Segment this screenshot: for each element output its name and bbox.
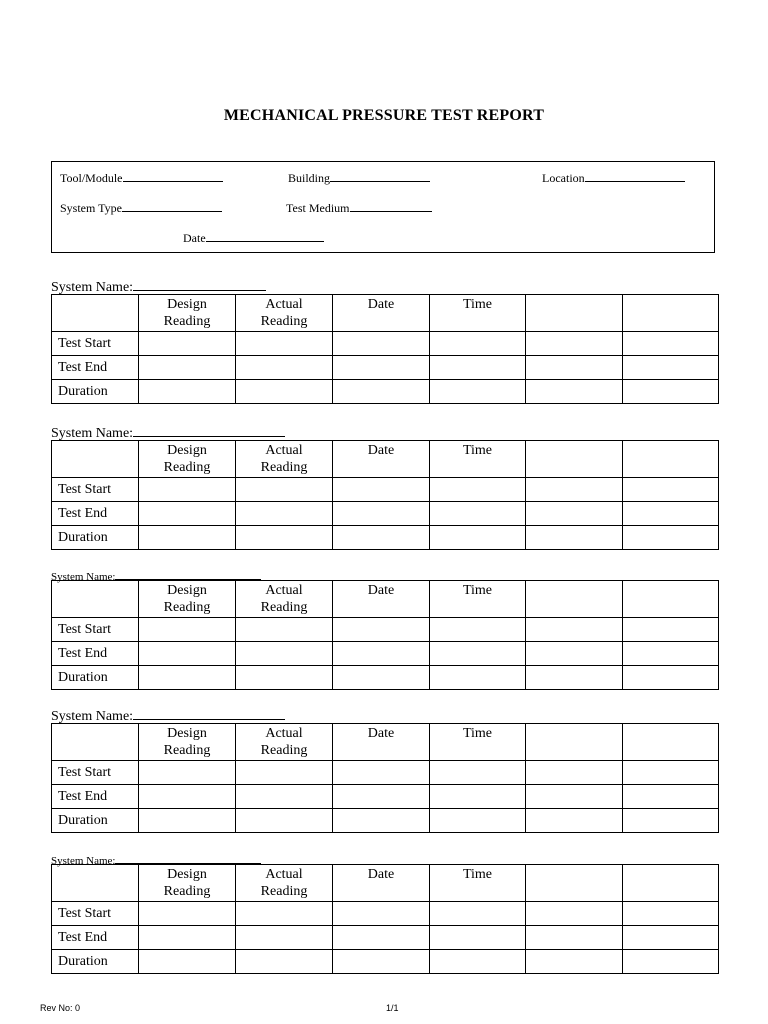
- input-cell[interactable]: [430, 618, 526, 642]
- input-cell[interactable]: [333, 926, 430, 950]
- input-cell[interactable]: [430, 809, 526, 833]
- header-design-reading: Design Reading: [139, 865, 236, 902]
- input-cell[interactable]: [623, 809, 719, 833]
- input-cell[interactable]: [623, 666, 719, 690]
- input-cell[interactable]: [623, 478, 719, 502]
- header-date: Date: [333, 441, 430, 478]
- input-cell[interactable]: [139, 356, 236, 380]
- input-cell[interactable]: [333, 666, 430, 690]
- input-cell[interactable]: [139, 761, 236, 785]
- input-cell[interactable]: [333, 785, 430, 809]
- input-cell[interactable]: [526, 502, 623, 526]
- row-label-test-start: Test Start: [52, 332, 139, 356]
- input-cell[interactable]: [139, 502, 236, 526]
- input-cell[interactable]: [526, 809, 623, 833]
- header-cell-blank: [52, 724, 139, 761]
- test-medium-blank[interactable]: [350, 199, 432, 212]
- system-name-label: System Name:: [51, 571, 116, 583]
- input-cell[interactable]: [430, 380, 526, 404]
- system-name-blank[interactable]: [133, 278, 266, 291]
- input-cell[interactable]: [526, 926, 623, 950]
- input-cell[interactable]: [236, 332, 333, 356]
- test-medium-label: Test Medium: [286, 201, 350, 215]
- header-time: Time: [430, 295, 526, 332]
- input-cell[interactable]: [139, 642, 236, 666]
- input-cell[interactable]: [430, 950, 526, 974]
- input-cell[interactable]: [139, 809, 236, 833]
- header-cell-blank: [52, 581, 139, 618]
- row-label-test-start: Test Start: [52, 761, 139, 785]
- input-cell[interactable]: [430, 332, 526, 356]
- header-design-reading: Design Reading: [139, 441, 236, 478]
- input-cell[interactable]: [430, 761, 526, 785]
- input-cell[interactable]: [236, 618, 333, 642]
- input-cell[interactable]: [623, 950, 719, 974]
- date-blank[interactable]: [206, 229, 324, 242]
- input-cell[interactable]: [430, 666, 526, 690]
- pressure-test-table: [51, 723, 719, 833]
- input-cell[interactable]: [333, 478, 430, 502]
- header-time: Time: [430, 581, 526, 618]
- input-cell[interactable]: [139, 526, 236, 550]
- header-actual-reading: Actual Reading: [236, 295, 333, 332]
- pressure-test-table: [51, 580, 719, 690]
- input-cell[interactable]: [623, 380, 719, 404]
- row-label-test-end: Test End: [52, 785, 139, 809]
- row-label-duration: Duration: [52, 666, 139, 690]
- input-cell[interactable]: [623, 356, 719, 380]
- revision-number: Rev No: 0: [40, 1003, 81, 1013]
- system-type-label: System Type: [60, 201, 122, 215]
- header-extra-1: [526, 865, 623, 902]
- row-label-test-start: Test Start: [52, 478, 139, 502]
- input-cell[interactable]: [526, 380, 623, 404]
- input-cell[interactable]: [623, 502, 719, 526]
- header-actual-reading: Actual Reading: [236, 581, 333, 618]
- input-cell[interactable]: [139, 926, 236, 950]
- input-cell[interactable]: [623, 526, 719, 550]
- input-cell[interactable]: [236, 926, 333, 950]
- input-cell[interactable]: [623, 332, 719, 356]
- header-time: Time: [430, 724, 526, 761]
- tool-module-blank[interactable]: [123, 169, 223, 182]
- input-cell[interactable]: [236, 478, 333, 502]
- row-label-test-end: Test End: [52, 502, 139, 526]
- location-field[interactable]: [542, 169, 685, 186]
- input-cell[interactable]: [236, 526, 333, 550]
- input-cell[interactable]: [526, 526, 623, 550]
- header-extra-1: [526, 581, 623, 618]
- input-cell[interactable]: [623, 926, 719, 950]
- header-extra-1: [526, 724, 623, 761]
- row-label-duration: Duration: [52, 809, 139, 833]
- input-cell[interactable]: [236, 902, 333, 926]
- input-cell[interactable]: [623, 761, 719, 785]
- system-name-label: System Name:: [51, 709, 134, 724]
- date-label: Date: [183, 231, 206, 245]
- input-cell[interactable]: [139, 950, 236, 974]
- building-blank[interactable]: [330, 169, 430, 182]
- building-field[interactable]: [288, 169, 430, 186]
- header-actual-reading: Actual Reading: [236, 724, 333, 761]
- header-design-reading: Design Reading: [139, 295, 236, 332]
- input-cell[interactable]: [333, 502, 430, 526]
- input-cell[interactable]: [333, 356, 430, 380]
- system-name-label: System Name:: [51, 280, 134, 295]
- header-cell-blank: [52, 441, 139, 478]
- input-cell[interactable]: [430, 526, 526, 550]
- input-cell[interactable]: [139, 902, 236, 926]
- row-label-duration: Duration: [52, 526, 139, 550]
- input-cell[interactable]: [139, 380, 236, 404]
- header-date: Date: [333, 581, 430, 618]
- system-type-field[interactable]: [60, 199, 222, 216]
- input-cell[interactable]: [623, 618, 719, 642]
- input-cell[interactable]: [623, 642, 719, 666]
- header-design-reading: Design Reading: [139, 581, 236, 618]
- input-cell[interactable]: [333, 332, 430, 356]
- input-cell[interactable]: [333, 902, 430, 926]
- input-cell[interactable]: [333, 526, 430, 550]
- input-cell[interactable]: [526, 356, 623, 380]
- system-type-blank[interactable]: [122, 199, 222, 212]
- header-cell-blank: [52, 865, 139, 902]
- header-time: Time: [430, 865, 526, 902]
- input-cell[interactable]: [139, 666, 236, 690]
- input-cell[interactable]: [333, 761, 430, 785]
- input-cell[interactable]: [236, 785, 333, 809]
- system-name-label: System Name:: [51, 855, 116, 867]
- input-cell[interactable]: [333, 618, 430, 642]
- input-cell[interactable]: [139, 618, 236, 642]
- input-cell[interactable]: [623, 785, 719, 809]
- input-cell[interactable]: [526, 618, 623, 642]
- pressure-test-table: [51, 440, 719, 550]
- system-name-blank[interactable]: [115, 567, 261, 580]
- row-label-test-start: Test Start: [52, 618, 139, 642]
- input-cell[interactable]: [333, 950, 430, 974]
- header-extra-1: [526, 441, 623, 478]
- input-cell[interactable]: [430, 902, 526, 926]
- input-cell[interactable]: [430, 785, 526, 809]
- system-name-blank[interactable]: [115, 851, 261, 864]
- pressure-test-table: [51, 864, 719, 974]
- input-cell[interactable]: [236, 950, 333, 974]
- system-name-blank[interactable]: [133, 424, 285, 437]
- header-date: Date: [333, 865, 430, 902]
- input-cell[interactable]: [333, 809, 430, 833]
- input-cell[interactable]: [236, 809, 333, 833]
- system-name-blank[interactable]: [133, 707, 285, 720]
- header-extra-1: [526, 295, 623, 332]
- header-date: Date: [333, 295, 430, 332]
- page-number: 1/1: [386, 1003, 399, 1013]
- input-cell[interactable]: [236, 380, 333, 404]
- input-cell[interactable]: [333, 380, 430, 404]
- input-cell[interactable]: [526, 478, 623, 502]
- input-cell[interactable]: [430, 926, 526, 950]
- row-label-duration: Duration: [52, 950, 139, 974]
- header-date: Date: [333, 724, 430, 761]
- tool-module-label: Tool/Module: [60, 171, 123, 185]
- location-label: Location: [542, 171, 585, 185]
- input-cell[interactable]: [236, 666, 333, 690]
- input-cell[interactable]: [526, 332, 623, 356]
- input-cell[interactable]: [333, 642, 430, 666]
- row-label-test-start: Test Start: [52, 902, 139, 926]
- system-name-label: System Name:: [51, 426, 134, 441]
- header-actual-reading: Actual Reading: [236, 441, 333, 478]
- header-extra-2: [623, 581, 719, 618]
- input-cell[interactable]: [526, 666, 623, 690]
- input-cell[interactable]: [236, 642, 333, 666]
- tool-module-field[interactable]: [60, 169, 223, 186]
- header-actual-reading: Actual Reading: [236, 865, 333, 902]
- input-cell[interactable]: [430, 502, 526, 526]
- building-label: Building: [288, 171, 331, 185]
- input-cell[interactable]: [430, 642, 526, 666]
- input-cell[interactable]: [139, 785, 236, 809]
- row-label-duration: Duration: [52, 380, 139, 404]
- header-extra-2: [623, 865, 719, 902]
- input-cell[interactable]: [430, 478, 526, 502]
- input-cell[interactable]: [139, 478, 236, 502]
- report-title: MECHANICAL PRESSURE TEST REPORT: [223, 107, 545, 124]
- header-info-box: [51, 161, 715, 253]
- header-extra-2: [623, 295, 719, 332]
- input-cell[interactable]: [139, 332, 236, 356]
- input-cell[interactable]: [526, 902, 623, 926]
- input-cell[interactable]: [526, 785, 623, 809]
- header-time: Time: [430, 441, 526, 478]
- row-label-test-end: Test End: [52, 356, 139, 380]
- header-cell-blank: [52, 295, 139, 332]
- input-cell[interactable]: [236, 502, 333, 526]
- row-label-test-end: Test End: [52, 642, 139, 666]
- header-extra-2: [623, 441, 719, 478]
- test-medium-field[interactable]: [286, 199, 432, 216]
- input-cell[interactable]: [430, 356, 526, 380]
- location-blank[interactable]: [585, 169, 685, 182]
- date-field[interactable]: [183, 229, 324, 246]
- input-cell[interactable]: [526, 761, 623, 785]
- pressure-test-table: [51, 294, 719, 404]
- input-cell[interactable]: [236, 761, 333, 785]
- header-extra-2: [623, 724, 719, 761]
- input-cell[interactable]: [526, 642, 623, 666]
- input-cell[interactable]: [623, 902, 719, 926]
- header-design-reading: Design Reading: [139, 724, 236, 761]
- input-cell[interactable]: [526, 950, 623, 974]
- input-cell[interactable]: [236, 356, 333, 380]
- row-label-test-end: Test End: [52, 926, 139, 950]
